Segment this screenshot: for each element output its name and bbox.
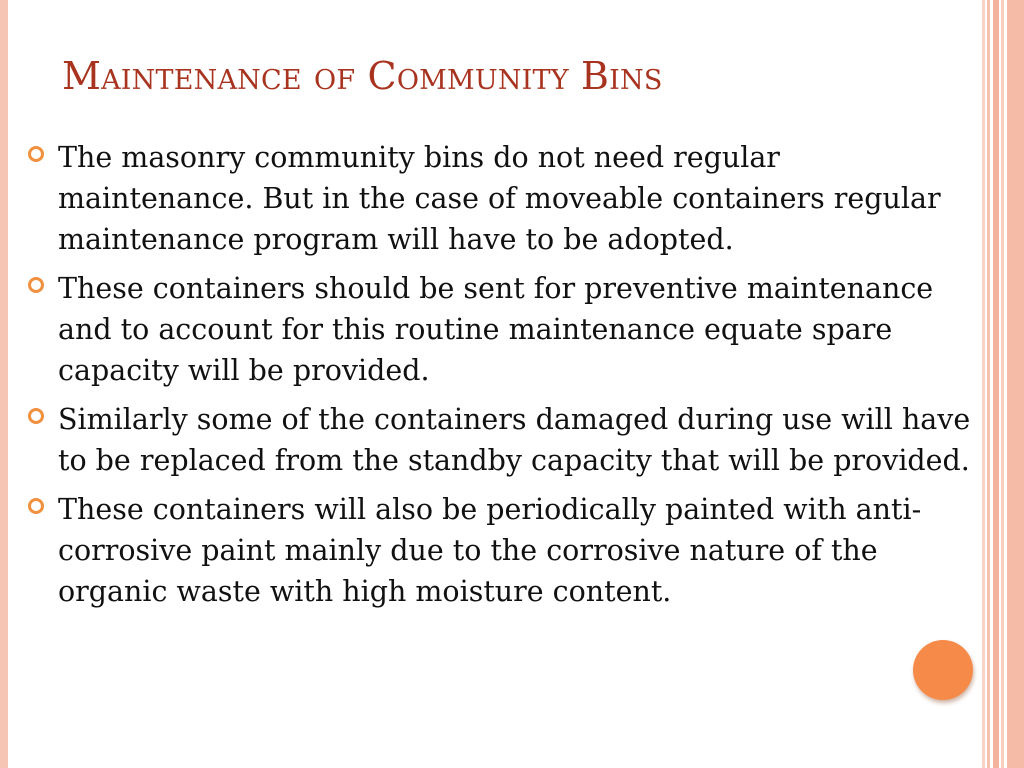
bullet-item bbox=[26, 268, 976, 391]
left-border-bar bbox=[0, 0, 8, 768]
bullet-item bbox=[26, 489, 976, 612]
stripe bbox=[1001, 0, 1004, 768]
bullet-item bbox=[26, 399, 976, 481]
slide-title: Maintenance of Community Bins bbox=[62, 54, 663, 98]
bullet-item bbox=[26, 137, 976, 260]
hollow-circle-bullet-icon bbox=[28, 146, 44, 162]
orange-circle-icon bbox=[913, 640, 973, 700]
bullet-text: Similarly some of the containers damaged during use will have to be replaced from the standby capacity that will be provided. bbox=[58, 403, 971, 477]
bullet-text: These containers will also be periodically painted with anti-corrosive paint mainly due to the corrosive nature of the organic waste with high moisture content. bbox=[58, 493, 922, 608]
hollow-circle-bullet-icon bbox=[28, 408, 44, 424]
right-decorative-stripes bbox=[982, 0, 1024, 768]
stripe bbox=[982, 0, 985, 768]
bullet-list bbox=[26, 137, 976, 620]
hollow-circle-bullet-icon bbox=[28, 498, 44, 514]
stripe bbox=[993, 0, 999, 768]
stripe bbox=[987, 0, 990, 768]
hollow-circle-bullet-icon bbox=[28, 277, 44, 293]
bullet-text: These containers should be sent for preventive maintenance and to account for this routine maintenance equate spare capacity will be provided. bbox=[58, 272, 934, 387]
bullet-text: The masonry community bins do not need regular maintenance. But in the case of moveable containers regular maintenance program will have to be adopted. bbox=[58, 141, 941, 256]
stripe bbox=[1007, 0, 1024, 768]
